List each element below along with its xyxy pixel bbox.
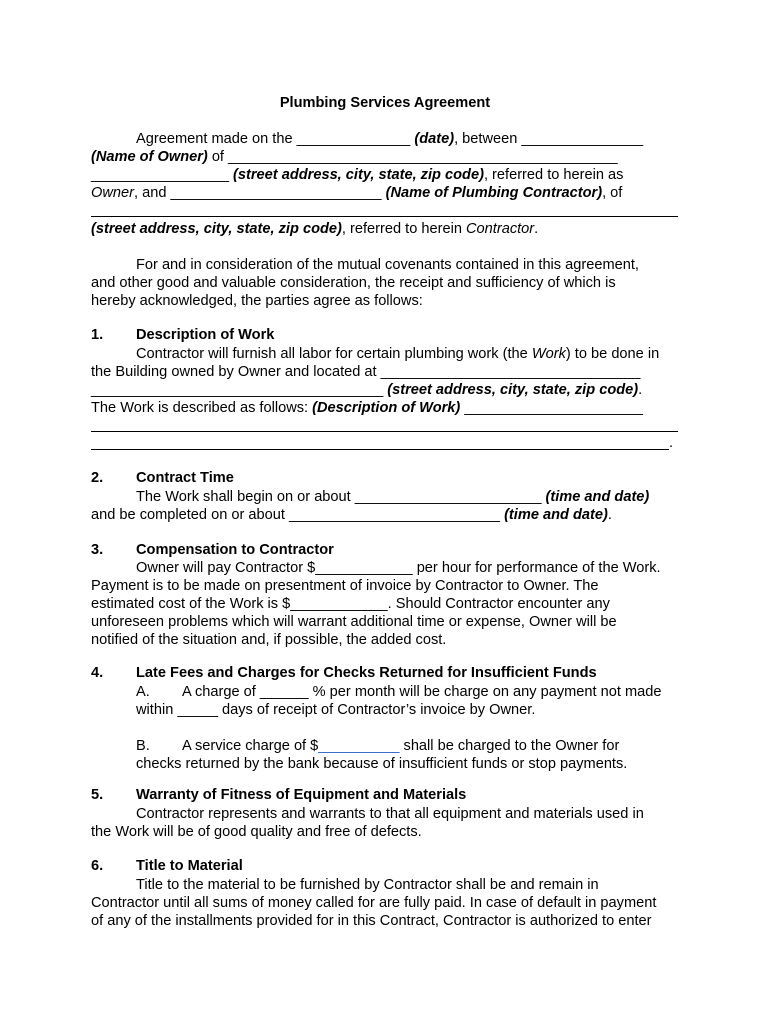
section-number: 4. [91, 665, 104, 681]
section-number: 3. [91, 542, 104, 558]
consideration-line-2: and other good and valuable consideration, the receipt and sufficiency of which is [91, 275, 616, 291]
section-heading: Compensation to Contractor [136, 542, 334, 558]
s6-line-3: of any of the installments provided for in this Contract, Contractor is authorized to enter [91, 913, 652, 929]
intro-line-1: Agreement made on the ______________ (date), between _______________ [136, 131, 644, 147]
section-number: 2. [91, 470, 104, 486]
s5-line-2: the Work will be of good quality and free of defects. [91, 824, 422, 840]
intro-line-3: _________________ (street address, city, state, zip code), referred to herein as [91, 167, 624, 183]
s2-line-2: and be completed on or about __________________________ (time and date). [91, 507, 612, 523]
section-heading: Title to Material [136, 858, 243, 874]
intro-line-4: Owner, and __________________________ (Name of Plumbing Contractor), of [91, 185, 623, 201]
blank-line [91, 216, 678, 217]
document-title: Plumbing Services Agreement [279, 95, 491, 111]
s2-line-1: The Work shall begin on or about _______________________ (time and date) [136, 489, 650, 505]
intro-line-2: (Name of Owner) of ________________________________________________ [91, 149, 618, 165]
section-heading: Warranty of Fitness of Equipment and Materials [136, 787, 467, 803]
s1-line-6-period: . [669, 435, 674, 451]
s1-line-4: The Work is described as follows: (Description of Work) ______________________ [91, 400, 643, 416]
section-heading: Description of Work [136, 327, 275, 343]
consideration-line-1: For and in consideration of the mutual covenants contained in this agreement, [136, 257, 639, 273]
intro-line-6: (street address, city, state, zip code), referred to herein Contractor. [91, 221, 539, 237]
s4-b-label: B. [136, 738, 150, 754]
blank-line [91, 449, 669, 450]
s4-a-line-2: within _____ days of receipt of Contractor’s invoice by Owner. [136, 702, 536, 718]
section-number: 5. [91, 787, 104, 803]
section-number: 6. [91, 858, 104, 874]
consideration-line-3: hereby acknowledged, the parties agree as follows: [91, 293, 423, 309]
s3-line-2: Payment is to be made on presentment of invoice by Contractor to Owner. The [91, 578, 599, 594]
s4-a-line-1: A charge of ______ % per month will be charge on any payment not made [182, 684, 662, 700]
s3-line-4: unforeseen problems which will warrant additional time or expense, Owner will be [91, 614, 617, 630]
section-heading: Contract Time [136, 470, 234, 486]
s1-line-2: the Building owned by Owner and located at ________________________________ [91, 364, 641, 380]
s4-b-line-1: A service charge of $__________ shall be charged to the Owner for [182, 738, 620, 754]
s4-b-line-2: checks returned by the bank because of insufficient funds or stop payments. [136, 756, 628, 772]
s4-a-label: A. [136, 684, 150, 700]
s6-line-2: Contractor until all sums of money called for are fully paid. In case of default in payment [91, 895, 657, 911]
s3-line-1: Owner will pay Contractor $____________ per hour for performance of the Work. [136, 560, 661, 576]
s1-line-3: ____________________________________ (street address, city, state, zip code). [91, 382, 643, 398]
s1-line-1: Contractor will furnish all labor for certain plumbing work (the Work) to be done in [136, 346, 660, 362]
s3-line-3: estimated cost of the Work is $____________. Should Contractor encounter any [91, 596, 610, 612]
section-heading: Late Fees and Charges for Checks Returned for Insufficient Funds [136, 665, 597, 681]
s5-line-1: Contractor represents and warrants to that all equipment and materials used in [136, 806, 644, 822]
s6-line-1: Title to the material to be furnished by Contractor shall be and remain in [136, 877, 599, 893]
section-number: 1. [91, 327, 104, 343]
s3-line-5: notified of the situation and, if possible, the added cost. [91, 632, 447, 648]
blank-line [91, 431, 678, 432]
